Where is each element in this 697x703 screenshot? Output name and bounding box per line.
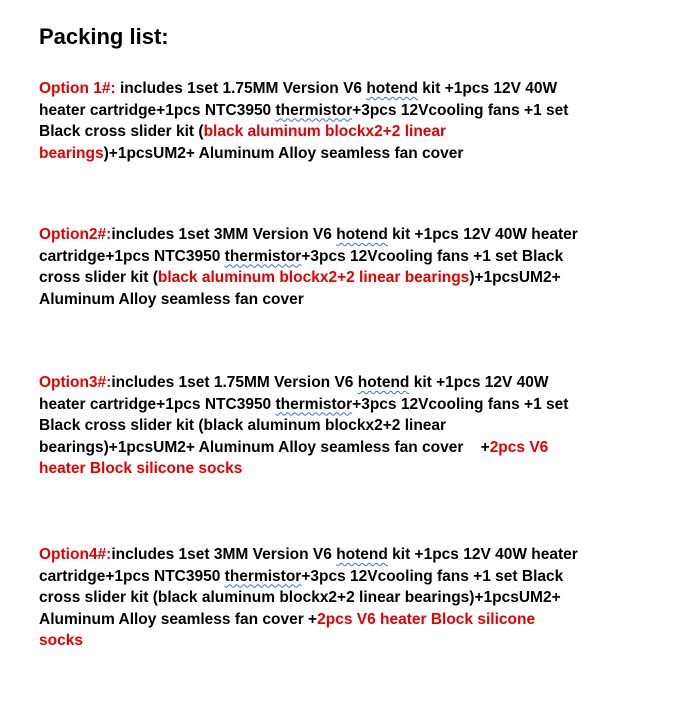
option-4: [39, 544, 694, 652]
option-line: Aluminum Alloy seamless fan cover: [39, 290, 304, 308]
spellcheck-word: thermistor: [275, 101, 353, 119]
option-line: Option 1#: includes 1set 1.75MM Version V6 hotend kit +1pcs 12V 40W: [39, 80, 558, 97]
option-line: heater cartridge+1pcs NTC3950 thermistor+3pcs 12Vcooling fans +1 set: [39, 395, 569, 413]
option-line: bearings)+1pcsUM2+ Aluminum Alloy seamless fan cover: [39, 144, 464, 162]
option-label: Option3#:: [39, 374, 112, 391]
option-3: [39, 372, 694, 480]
highlighted-text: black aluminum blockx2+2 linear bearings: [157, 269, 470, 286]
page-title: Packing list:: [39, 24, 169, 49]
spellcheck-word: thermistor: [224, 567, 302, 585]
option-2: [39, 224, 694, 310]
option-line: [39, 458, 694, 480]
option-label: Option2#:: [39, 226, 112, 243]
option-line: cartridge+1pcs NTC3950 thermistor+3pcs 12Vcooling fans +1 set Black: [39, 247, 564, 265]
option-line: Option4#:includes 1set 3MM Version V6 hotend kit +1pcs 12V 40W heater: [39, 546, 578, 563]
spellcheck-word: thermistor: [275, 395, 353, 413]
highlighted-text: heater Block silicone socks: [39, 460, 243, 477]
option-line: cartridge+1pcs NTC3950 thermistor+3pcs 12Vcooling fans +1 set Black: [39, 567, 564, 585]
highlighted-text: 2pcs V6: [489, 438, 549, 456]
option-label: Option4#:: [39, 546, 112, 563]
spellcheck-word: hotend: [357, 374, 410, 391]
option-line: bearings)+1pcsUM2+ Aluminum Alloy seamless fan cover +2pcs V6: [39, 438, 549, 456]
highlighted-text: bearings: [39, 144, 104, 162]
spellcheck-word: hotend: [336, 546, 388, 563]
option-line: Option3#:includes 1set 1.75MM Version V6 hotend kit +1pcs 12V 40W: [39, 374, 549, 391]
option-line: Black cross slider kit (black aluminum blockx2+2 linear: [39, 123, 447, 140]
option-1: [39, 78, 694, 164]
highlighted-text: 2pcs V6 heater Block silicone: [317, 610, 536, 628]
highlighted-text: socks: [39, 632, 83, 649]
option-line: Black cross slider kit (black aluminum blockx2+2 linear: [39, 417, 447, 434]
spellcheck-word: hotend: [336, 226, 388, 243]
option-line: cross slider kit (black aluminum blockx2+2 linear bearings)+1pcsUM2+: [39, 269, 561, 286]
option-line: heater cartridge+1pcs NTC3950 thermistor+3pcs 12Vcooling fans +1 set: [39, 101, 569, 119]
spellcheck-word: hotend: [366, 80, 418, 97]
option-line: Aluminum Alloy seamless fan cover +2pcs V6 heater Block silicone: [39, 610, 536, 628]
option-line: cross slider kit (black aluminum blockx2+2 linear bearings)+1pcsUM2+: [39, 589, 561, 606]
spellcheck-word: thermistor: [224, 247, 302, 265]
option-label: Option 1#:: [39, 80, 116, 97]
option-line: Option2#:includes 1set 3MM Version V6 hotend kit +1pcs 12V 40W heater: [39, 226, 578, 243]
option-line: [39, 630, 694, 652]
highlighted-text: black aluminum blockx2+2 linear: [203, 123, 447, 140]
